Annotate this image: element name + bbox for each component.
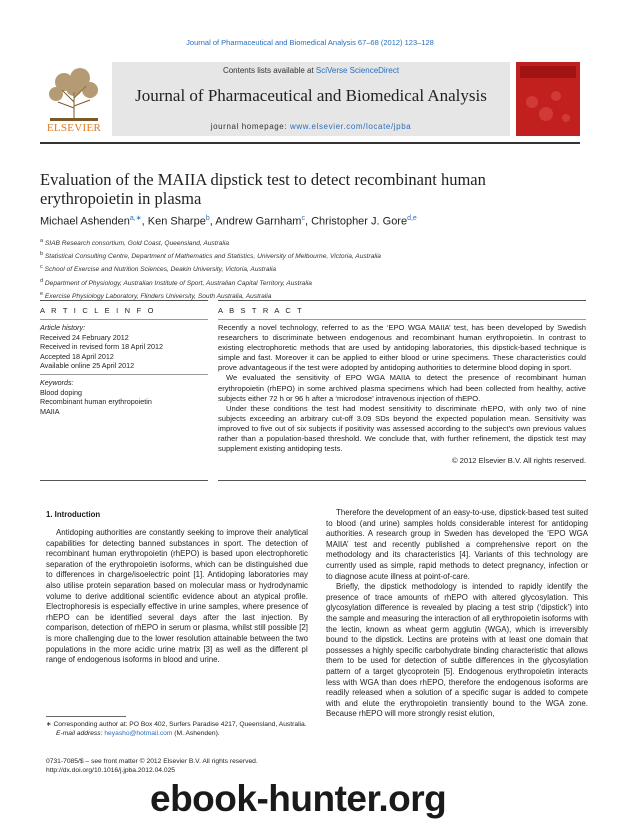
affiliation-marker: d xyxy=(40,277,44,284)
journal-title: Journal of Pharmaceutical and Biomedical Analysis xyxy=(135,86,487,105)
affiliation-text: School of Exercise and Nutrition Sciences, Deakin University, Victoria, Australia xyxy=(44,266,277,274)
affiliation-item xyxy=(40,262,580,275)
article-title: Evaluation of the MAIIA dipstick test to detect recombinant human erythropoietin in plasma xyxy=(40,170,486,208)
affiliation-item xyxy=(40,276,580,289)
author-affil-marker[interactable]: a,∗ xyxy=(129,215,142,222)
doi-link[interactable]: http://dx.doi.org/10.1016/j.jpba.2012.04.025 xyxy=(46,767,176,774)
watermark-text: ebook-hunter.org xyxy=(150,778,447,819)
intro-left-column xyxy=(46,528,308,666)
abstract-paragraph: Under these conditions the test had modest sensitivity to discriminate rhEPO, with only two of nine subjects exceeding an arbitrary cut-off 3.09 SDs beyond the expected population mean. Sensitivity was improved to five out of six subjects if positivity was assessed according to the subject’s own previous values rather than a population-based threshold. We conclude that, with further refinement, the dipstick test may supplement existing antidoping tests. xyxy=(218,403,586,454)
abstract-rule-mid xyxy=(218,319,586,320)
author-affil-marker[interactable]: b xyxy=(205,215,210,222)
keyword-item: Blood doping xyxy=(40,387,82,397)
author-list: Michael Ashenden$^{a,∗}$, Ken Sharpe$^b$, Andrew Garnham$^c$, Christopher J. Gore$^{d,e}$ xyxy=(40,215,417,228)
info-rule-bottom xyxy=(40,480,208,481)
article-history xyxy=(40,323,208,371)
journal-citation[interactable]: Journal of Pharmaceutical and Biomedical Analysis 67–68 (2012) 123–128 xyxy=(186,38,434,47)
contents-line xyxy=(112,66,510,75)
history-item: Received 24 February 2012 xyxy=(40,332,129,342)
email-line xyxy=(46,729,308,738)
info-rule-top xyxy=(40,300,208,301)
keywords-label: Keywords: xyxy=(40,378,74,387)
affiliation-marker: b xyxy=(40,251,44,258)
homepage-link[interactable]: www.elsevier.com/locate/jpba xyxy=(290,122,412,131)
journal-cover-image xyxy=(516,62,580,136)
abstract-paragraph: We evaluated the sensitivity of EPO WGA MAIIA to detect the presence of recombinant human erythropoietin (rhEPO) in some archived plasma specimens which had been collected from healthy, active subjects either 72 h or 96 h after a ‘microdose’ intravenous injection of rhEPO. xyxy=(218,373,586,403)
intro-paragraph: Briefly, the dipstick methodology is intended to rapidly identify the presence of trace amounts of rhEPO with altered glycosylation. This glycosylation difference is revealed by placing a test strip (‘dipstick’) into the sample and measuring the interaction of all erythropoietin isoforms with the lectin, known as wheat germ agglutin (WGA), which is irreversibly bound to the dipstick. Lectins are proteins with at least one domain that possesses a highly specific carbohydrate binding characteristic that allows them to be used for detection of subtle differences in the glycosylation pattern of a target glycoprotein [5]. Endogenous erythropoietin interacts less with WGA than does rhEPO, therefore the endogenous isoforms are readily released when a solution of a specific sugar is added to compete with and elute the erythropoietin transiently bound to the WGA zone. Because rhEPO will more strongly resist elution, xyxy=(326,582,588,719)
history-item: Available online 25 April 2012 xyxy=(40,361,135,370)
abstract-paragraph: Recently a novel technology, referred to as the ‘EPO WGA MAIIA’ test, has been developed by Swedish researchers to discriminate between endogenous and recombinant human erythropoietin. In contrast to existing electrophoretic methods that are used by antidoping laboratories, this dipstick-based technique is simple and fast. Moreover it can be applied to either blood or urine specimens. These characteristics could prove advantageous if the test were adopted by antidoping authorities to determine blood doping in sport. xyxy=(218,323,586,373)
author-affil-marker[interactable]: d,e xyxy=(407,215,417,222)
author-name[interactable]: Michael Ashenden xyxy=(40,215,130,228)
author-name[interactable]: Christopher J. Gore xyxy=(311,215,408,228)
footnote xyxy=(46,720,308,738)
abstract-heading: A B S T R A C T xyxy=(218,306,304,315)
abstract-body xyxy=(218,323,586,466)
info-rule-keywords xyxy=(40,374,208,375)
intro-right-column xyxy=(326,508,588,720)
affiliation-marker: c xyxy=(40,264,43,271)
keyword-item: Recombinant human erythropoietin xyxy=(40,397,152,406)
header-rule xyxy=(40,142,580,144)
affiliation-marker: e xyxy=(40,290,44,297)
email-link[interactable]: heyasho@hotmail.com xyxy=(104,730,173,737)
sciencedirect-link[interactable]: SciVerse ScienceDirect xyxy=(315,66,400,75)
abstract-rule-bottom xyxy=(218,480,586,481)
footnote-rule xyxy=(46,716,126,717)
contents-prefix: Contents lists available at xyxy=(222,66,316,75)
article-info-heading: A R T I C L E I N F O xyxy=(40,306,156,315)
homepage-prefix: journal homepage: xyxy=(210,122,290,131)
issn-line: 0731-7085/$ – see front matter © 2012 Elsevier B.V. All rights reserved. xyxy=(46,758,258,765)
email-label: E-mail address: xyxy=(56,730,105,737)
abstract-copyright: © 2012 Elsevier B.V. All rights reserved. xyxy=(451,456,586,466)
author-name[interactable]: Ken Sharpe xyxy=(147,215,206,228)
affiliation-text: Department of Physiology, Australian Institute of Sport, Australian Capital Territory, Australia xyxy=(44,279,312,287)
intro-paragraph: Therefore the development of an easy-to-use, dipstick-based test suited to blood (and urine) samples holds considerable interest for antidoping authorities. A research group in Sweden has developed the ‘EPO WGA MAIIA’ test and recently published a comprehensive report on the methodology and its characteristics [4]. Variants of this technology are currently used as simple, rapid methods to detect pregnancy, infection or to diagnose acute illness at point-of-care. xyxy=(326,508,588,581)
history-item: Accepted 18 April 2012 xyxy=(40,351,114,361)
keyword-item: MAIIA xyxy=(40,406,60,416)
journal-homepage xyxy=(112,122,510,131)
info-rule-mid xyxy=(40,319,208,320)
keywords xyxy=(40,378,208,416)
affiliation-text: Exercise Physiology Laboratory, Flinders University, South Australia, Australia xyxy=(44,292,272,300)
affiliation-item xyxy=(40,249,580,262)
affiliation-text: Statistical Consulting Centre, Department of Mathematics and Statistics, University of Melbourne, Victoria, Australia xyxy=(44,253,381,261)
corresponding-author-note: ∗ Corresponding author at: PO Box 402, Surfers Paradise 4217, Queensland, Australia. xyxy=(46,721,307,728)
elsevier-logo xyxy=(40,62,108,136)
affiliation-marker: a xyxy=(40,238,44,244)
affiliation-text: SIAB Research consortium, Gold Coast, Queensland, Australia xyxy=(44,240,230,248)
abstract-rule-top xyxy=(218,300,586,301)
history-label: Article history: xyxy=(40,323,86,332)
author-affil-marker[interactable]: c xyxy=(301,215,305,222)
author-name[interactable]: Andrew Garnham xyxy=(215,215,302,228)
email-suffix: (M. Ashenden). xyxy=(172,730,220,737)
affiliation-item xyxy=(40,236,580,249)
affiliations xyxy=(40,236,580,302)
section-heading-introduction: 1. Introduction xyxy=(46,510,101,519)
history-item: Received in revised form 18 April 2012 xyxy=(40,342,164,351)
elsevier-wordmark: ELSEVIER xyxy=(46,122,102,134)
intro-paragraph: Antidoping authorities are constantly seeking to improve their analytical capabilities for detecting banned substances in sport. The detection of recombinant human erythropoietin (rhEPO) is based upon electrophoretic separation of the erythropoietin isoforms, which can be distinguished due to differences in charge/isoelectric point [1]. Antidoping laboratories may also utilise protein separation based on molecular mass or hydrodynamic volume to derive additional scientific evidence about an atypical profile. Electrophoresis is especially effective in urine samples, where presence of rhEPO can be identified several days after the last injection. By comparison, detection of rhEPO in serum or plasma, whilst still possible [2] is more challenging due to the lower resolution attainable between the two populations in the more acidic urine matrix [3] as well as the different pI range of endogenous isoforms in blood and urine. xyxy=(46,528,308,665)
